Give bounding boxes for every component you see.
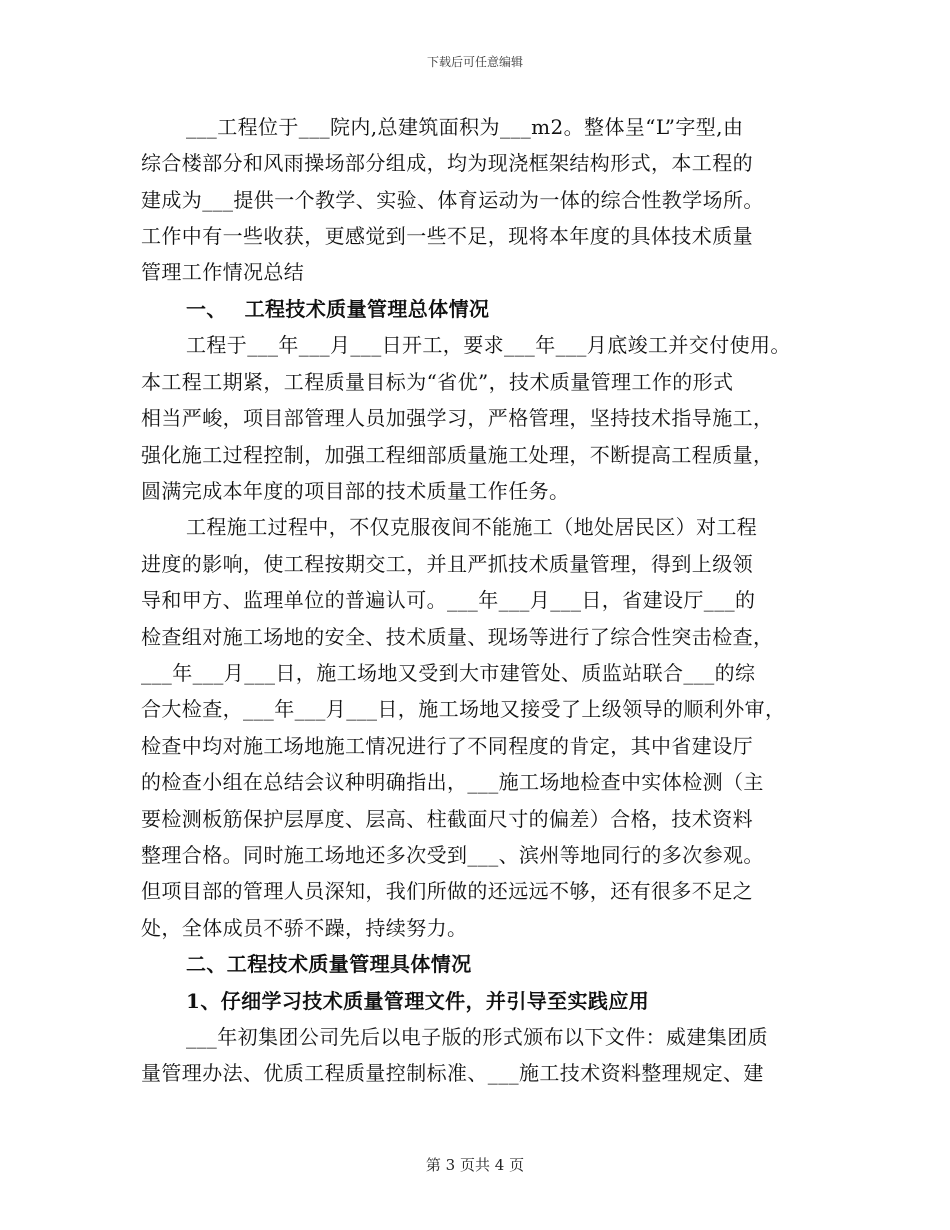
text-line: 的检查小组在总结会议种明确指出，___施工场地检查中实体检测（主 [141, 770, 764, 794]
text-line: 检查组对施工场地的安全、技术质量、现场等进行了综合性突击检查， [141, 625, 774, 649]
text-line: 本工程工期紧，工程质量目标为“省优”，技术质量管理工作的形式 [141, 370, 734, 394]
text-line: 进度的影响，使工程按期交工，并且严抓技术质量管理，得到上级领 [141, 552, 753, 576]
text-line: 圆满完成本年度的项目部的技术质量工作任务。 [141, 479, 570, 503]
text-line: 整理合格。同时施工场地还多次受到___、滨州等地同行的多次参观。 [141, 843, 764, 867]
text-line: ___工程位于___院内,总建筑面积为___m2。整体呈“L”字型,由 [186, 115, 744, 139]
text-line: 要检测板筋保护层厚度、层高、柱截面尺寸的偏差）合格，技术资料 [141, 807, 753, 831]
text-line: 检查中均对施工场地施工情况进行了不同程度的肯定，其中省建设厅 [141, 734, 753, 758]
text-line: 工作中有一些收获，更感觉到一些不足，现将本年度的具体技术质量 [141, 224, 753, 248]
page-footer: 第 3 页共 4 页 [425, 1156, 525, 1174]
text-line: 管理工作情况总结 [141, 260, 305, 284]
section-heading: 一、 工程技术质量管理总体情况 [186, 297, 490, 321]
text-line: 导和甲方、监理单位的普遍认可。___年___月___日，省建设厅___的 [141, 588, 756, 612]
text-line: 综合楼部分和风雨操场部分组成，均为现浇框架结构形式，本工程的 [141, 151, 753, 175]
text-line: 相当严峻，项目部管理人员加强学习，严格管理，坚持技术指导施工， [141, 406, 774, 430]
text-line: 工程施工过程中，不仅克服夜间不能施工（地处居民区）对工程 [186, 515, 758, 539]
section-heading: 二、工程技术质量管理具体情况 [186, 952, 472, 976]
subsection-heading: 1、仔细学习技术质量管理文件，并引导至实践应用 [186, 989, 650, 1013]
text-line: 量管理办法、优质工程质量控制标准、___施工技术资料整理规定、建 [141, 1061, 764, 1085]
text-line: 工程于___年___月___日开工，要求___年___月底竣工并交付使用。 [186, 333, 791, 357]
text-line: ___年初集团公司先后以电子版的形式颁布以下文件：威建集团质 [186, 1025, 768, 1049]
text-line: 处，全体成员不骄不躁，持续努力。 [141, 916, 468, 940]
text-line: 但项目部的管理人员深知，我们所做的还远远不够，还有很多不足之 [141, 879, 753, 903]
text-line: ___年___月___日，施工场地又受到大市建管处、质监站联合___的综 [141, 661, 756, 685]
text-line: 合大检查，___年___月___日，施工场地又接受了上级领导的顺利外审， [141, 697, 786, 721]
page-header: 下载后可任意编辑 [426, 55, 523, 69]
text-line: 强化施工过程控制，加强工程细部质量施工处理，不断提高工程质量， [141, 443, 774, 467]
text-line: 建成为___提供一个教学、实验、体育运动为一体的综合性教学场所。 [141, 188, 764, 212]
